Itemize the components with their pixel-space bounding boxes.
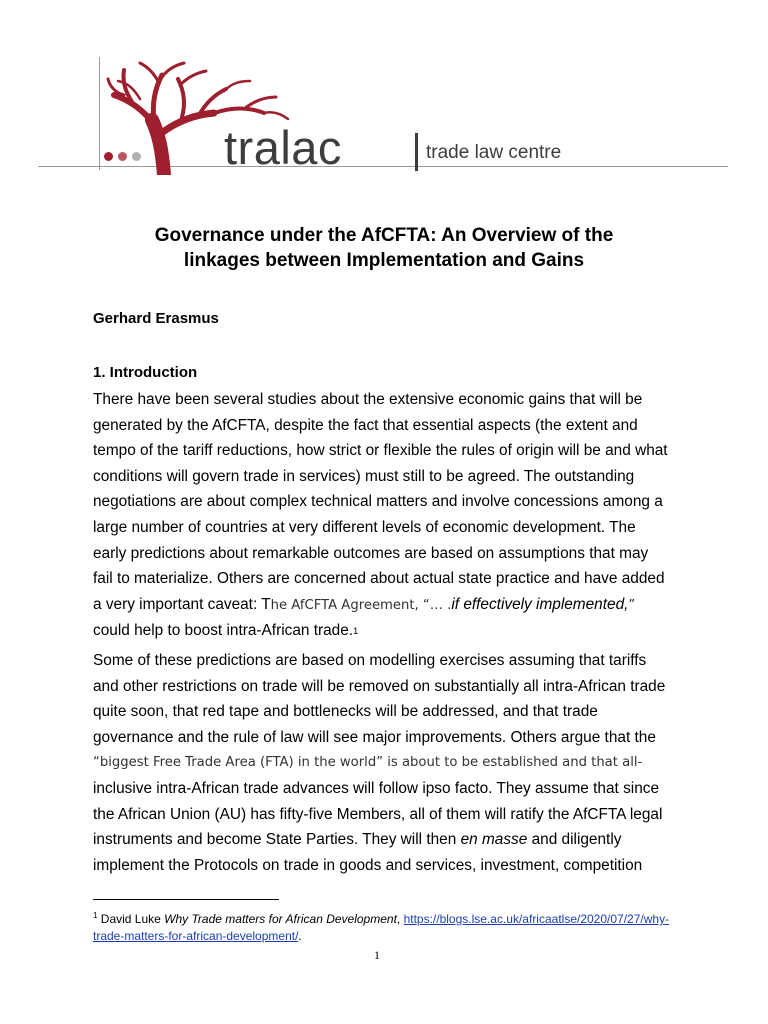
logo-subtitle: trade law centre — [426, 142, 562, 163]
text-line — [93, 618, 683, 646]
text-line: and other restrictions on trade will be removed on substantially all intra-African trade — [93, 677, 666, 695]
page-number: 1 — [374, 948, 380, 962]
section-heading: 1. Introduction — [93, 364, 198, 381]
paragraph-introduction-2 — [93, 648, 683, 878]
footnote-end: . — [298, 929, 302, 943]
text-line — [93, 827, 683, 853]
footnote-marker: 1 — [93, 911, 98, 920]
footnote-separator — [93, 899, 279, 900]
title-line: linkages between Implementation and Gains — [183, 250, 585, 271]
text-line: governance and the rule of law will see major improvements. Others argue that the — [93, 728, 656, 746]
text-run: a very important caveat: T — [93, 595, 271, 613]
text-line: “biggest Free Trade Area (FTA) in the world” is about to be established and that all- — [93, 755, 643, 771]
logo-separator — [415, 133, 418, 171]
logo-dot-maroon-icon — [118, 152, 127, 161]
text-line: large number of countries at very different levels of economic development. The — [93, 518, 636, 536]
text-line: implement the Protocols on trade in goods and services, investment, competition — [93, 856, 643, 874]
footnote-separator-text: , — [396, 912, 404, 926]
text-run: and diligently — [527, 831, 622, 849]
footnote-author: David Luke — [97, 912, 165, 926]
document-title — [80, 223, 688, 273]
header-vertical-rule — [99, 57, 100, 170]
italic-text: if effectively implemented, — [451, 595, 629, 613]
footnote-ref[interactable]: 1 — [353, 626, 359, 637]
footnote-link-part[interactable]: https://blogs.lse.ac.uk/africaatlse/2020/07/27/why- — [403, 912, 670, 926]
italic-text: en masse — [460, 831, 528, 849]
title-line: Governance under the AfCFTA: An Overview of the — [154, 225, 614, 246]
text-run: could help to boost intra-African trade. — [93, 622, 354, 640]
footnote-work-title: Why Trade matters for African Development — [164, 912, 397, 926]
logo-dot-gray-icon — [132, 152, 141, 161]
text-line: fail to materialize. Others are concerned about actual state practice and have added — [93, 570, 665, 588]
footnote-link-part[interactable]: trade-matters-for-african-development/ — [93, 929, 299, 943]
text-line: generated by the AfCFTA, despite the fact that essential aspects (the extent and — [93, 416, 638, 434]
text-line: early predictions about remarkable outcomes are based on assumptions that may — [93, 544, 649, 562]
text-line: quite soon, that red tape and bottlenecks will be addressed, and that trade — [93, 703, 598, 721]
quote-mark: ” — [628, 597, 636, 613]
text-line: conditions will govern trade in services) must still to be agreed. The outstanding — [93, 467, 635, 485]
text-line: Some of these predictions are based on modelling exercises assuming that tariffs — [93, 652, 647, 669]
text-line: inclusive intra-African trade advances will follow ipso facto. They assume that since — [93, 779, 660, 797]
text-line: There have been several studies about the extensive economic gains that will be — [93, 391, 643, 408]
logo-wordmark: tralac — [224, 121, 342, 174]
text-line — [93, 592, 683, 619]
text-run: instruments and become State Parties. They will then — [93, 831, 461, 849]
footnote — [93, 907, 693, 945]
logo-dot-red-icon — [104, 152, 113, 161]
text-line: negotiations are about complex technical matters and involve concessions among a — [93, 493, 663, 511]
text-line: tempo of the tariff reductions, how strict or flexible the rules of origin will be and what — [93, 442, 668, 460]
paragraph-introduction-1 — [93, 387, 683, 646]
quoted-text: he AfCFTA Agreement, “… . — [270, 597, 452, 613]
author-name: Gerhard Erasmus — [93, 310, 219, 327]
text-line: the African Union (AU) has fifty-five Members, all of them will ratify the AfCFTA legal — [93, 805, 663, 823]
